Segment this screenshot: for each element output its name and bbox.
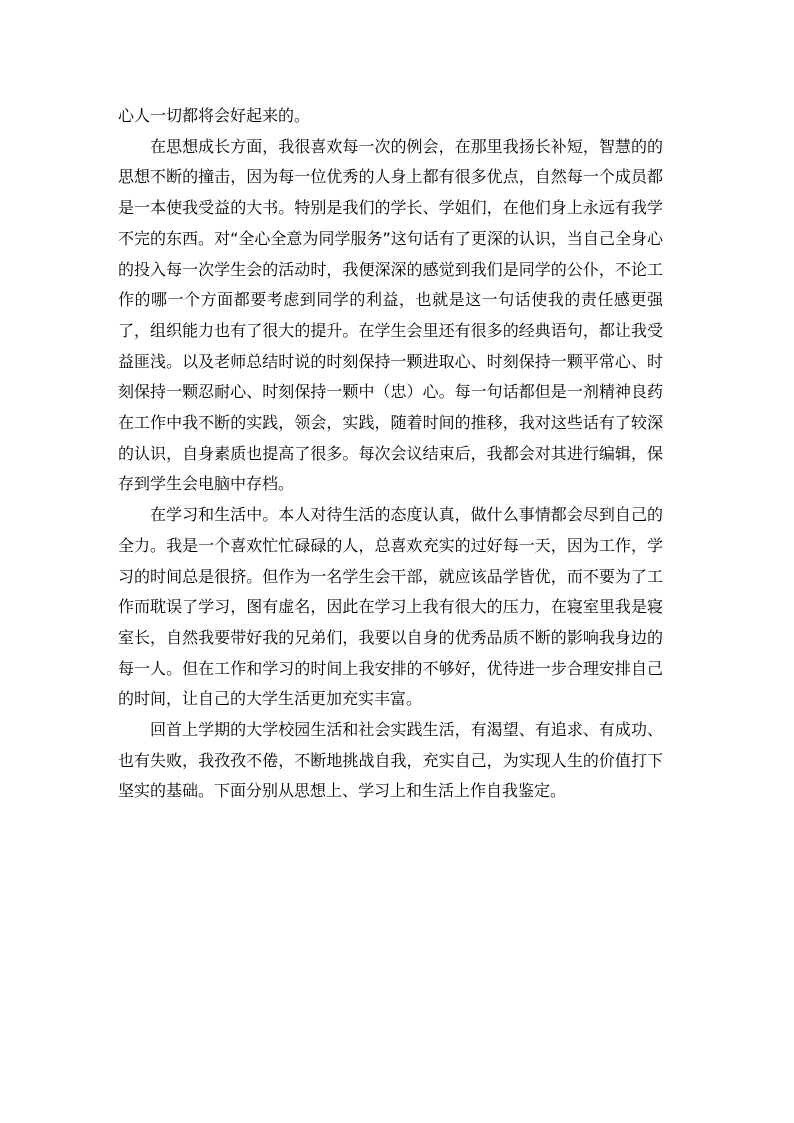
paragraph-study-and-life: 在学习和生活中。本人对待生活的态度认真，做什么事情都会尽到自己的全力。我是一个喜欢忙忙碌碌的人，总喜欢充实的过好每一天，因为工作，学习的时间总是很挤。但作为一名学生会干部，就应该品学皆优，而不要为了工作而耽误了学习，图有虚名，因此在学习上我有很大的压力，在寝室里我是寝室长，自然我要带好我的兄弟们，我要以自身的优秀品质不断的影响我身边的每一人。但在工作和学习的时间上我安排的不够好，优待进一步合理安排自己的时间，让自己的大学生活更加充实丰富。 <box>118 505 663 709</box>
paragraph-continuation: 心人一切都将会好起来的。 <box>118 106 311 125</box>
document-body <box>118 101 663 807</box>
paragraph-ideological-growth: 在思想成长方面，我很喜欢每一次的例会，在那里我扬长补短，智慧的的思想不断的撞击，因为每一位优秀的人身上都有很多优点，自然每一个成员都是一本使我受益的大书。特别是我们的学长、学姐们，在他们身上永远有我学不完的东西。对“全心全意为同学服务”这句话有了更深的认识，当自己全身心的投入每一次学生会的活动时，我便深深的感觉到我们是同学的公仆，不论工作的哪一个方面都要考虑到同学的利益，也就是这一句话使我的责任感更强了，组织能力也有了很大的提升。在学生会里还有很多的经典语句，都让我受益匪浅。以及老师总结时说的时刻保持一颗进取心、时刻保持一颗平常心、时刻保持一颗忍耐心、时刻保持一颗中（忠）心。每一句话都但是一剂精神良药在工作中我不断的实践，领会，实践，随着时间的推移，我对这些话有了较深的认识，自身素质也提高了很多。每次会议结束后，我都会对其进行编辑，保存到学生会电脑中存档。 <box>118 136 663 494</box>
paragraph-semester-review: 回首上学期的大学校园生活和社会实践生活，有渴望、有追求、有成功、也有失败，我孜孜不倦，不断地挑战自我，充实自己，为实现人生的价值打下坚实的基础。下面分别从思想上、学习上和生活上作自我鉴定。 <box>118 720 663 801</box>
